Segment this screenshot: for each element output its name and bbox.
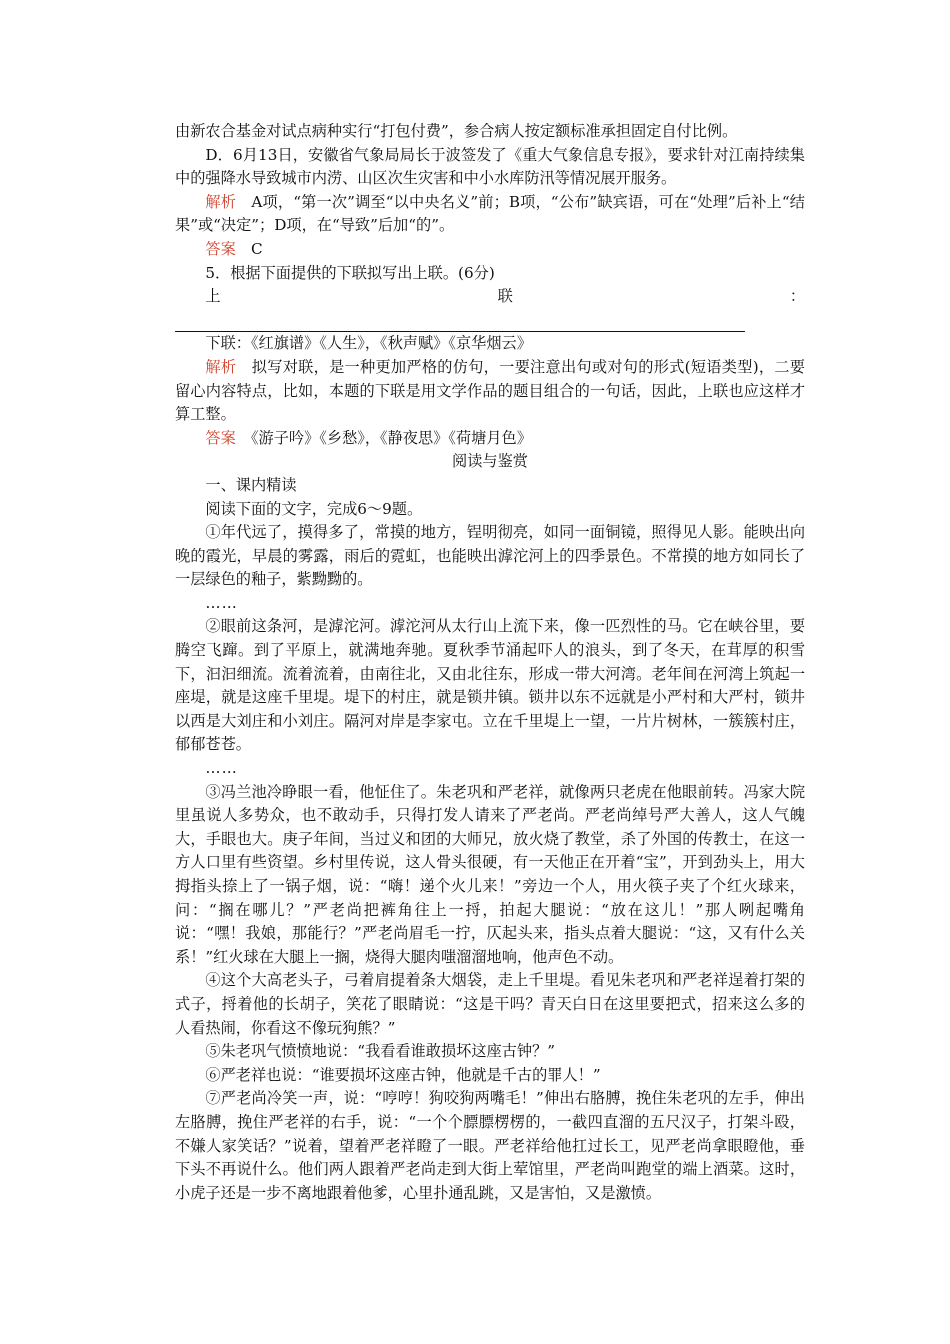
passage-paragraph-2: ②眼前这条河，是滹沱河。滹沱河从太行山上流下来，像一匹烈性的马。它在峡谷里，要腾空飞蹿。到了平原上，就满地奔驰。夏秋季节涌起吓人的浪头，到了冬天，在茸厚的积雪下，汩汩细流。流着流着，由南往北，又由北往东，形成一带大河湾。老年间在河湾上筑起一座堤，就是这座千里堤。堤下的村庄，就是锁井镇。锁井以东不远就是小严村和大严村，锁井以西是大刘庄和小刘庄。隔河对岸是李家屯。立在千里堤上一望，一片片树林，一簇簇村庄，郁郁苍苍。 xyxy=(175,617,805,754)
answer-text: 《游子吟》《乡愁》，《静夜思》《荷塘月色》 xyxy=(235,428,532,447)
passage-paragraph-5: ⑤朱老巩气愤愤地说：“我看看谁敢损坏这座古钟？” xyxy=(205,1042,556,1061)
answer-label: 答案 xyxy=(205,239,236,258)
analysis-label: 解析 xyxy=(205,357,237,376)
passage-paragraph-4: ④这个大高老头子，弓着肩提着条大烟袋，走上千里堤。看见朱老巩和严老祥逞着打架的式子，捋着他的长胡子，笑花了眼睛说：“这是干吗？青天白日在这里要把式，招来这么多的人看热闹，你看这不像玩狗熊？” xyxy=(175,971,805,1037)
answer-label: 答案 xyxy=(205,428,236,447)
passage-ellipsis-1: …… xyxy=(205,593,238,612)
paragraph-option-c-end: 由新农合基金对试点病种实行“打包付费”，参合病人按定额标准承担固定自付比例。 xyxy=(175,122,738,140)
analysis-paragraph-4 xyxy=(175,191,805,238)
answer-text: C xyxy=(235,239,263,258)
paragraph-option-d: D．6月13日，安徽省气象局局长于波签发了《重大气象信息专报》，要求针对江南持续集中的强降水导致城市内涝、山区次生灾害和中小水库防汛等情况展开服务。 xyxy=(175,145,805,188)
analysis-text: 拟写对联，是一种更加严格的仿句，一要注意出句或对句的形式(短语类型)，二要留心内容特点，比如，本题的下联是用文学作品的题目组合的一句话，因此，上联也应这样才算工整。 xyxy=(175,357,805,424)
answer-blank-line xyxy=(175,314,745,332)
analysis-text: A项，“第一次”调至“以中央名义”前；B项，“公布”缺宾语，可在“处理”后补上“结果”或“决定”；D项，在“导致”后加“的”。 xyxy=(175,192,805,235)
passage-paragraph-6: ⑥严老祥也说：“谁要损坏这座古钟，他就是千古的罪人！” xyxy=(205,1065,601,1084)
answer-paragraph-5 xyxy=(175,427,805,451)
reading-instruction: 阅读下面的文字，完成6～9题。 xyxy=(205,499,423,518)
passage-paragraph-1: ①年代远了，摸得多了，常摸的地方，锃明彻亮，如同一面铜镜，照得见人影。能映出向晚的霞光，早晨的雾露，雨后的霓虹，也能映出滹沱河上的四季景色。不常摸的地方如同长了一层绿色的釉子，紫黝黝的。 xyxy=(175,523,805,589)
upper-couplet-label: 上联： xyxy=(205,287,805,306)
question-5: 5．根据下面提供的下联拟写出上联。(6分) xyxy=(205,263,495,282)
section-heading: 阅读与鉴赏 xyxy=(452,452,528,471)
passage-ellipsis-2: …… xyxy=(205,759,238,778)
upper-couplet-line xyxy=(175,285,805,332)
analysis-paragraph-5 xyxy=(175,356,805,427)
passage-paragraph-3: ③冯兰池冷睁眼一看，他怔住了。朱老巩和严老祥，就像两只老虎在他眼前转。冯家大院里虽说人多势众，也不敢动手，只得打发人请来了严老尚。严老尚绰号严大善人，这人气魄大，手眼也大。庚子年间，当过义和团的大师兄，放火烧了教堂，杀了外国的传教士，在这一方人口里有些资望。乡村里传说，这人骨头很硬，有一天他正在开着“宝”，开到劲头上，用大拇指头捺上了一锅子烟，说：“嗨！递个火儿来！”旁边一个人，用火筷子夹了个红火球来，问：“搁在哪儿？”严老尚把裤角往上一捋，拍起大腿说：“放在这儿！”那人咧起嘴角说：“嘿！我娘，那能行？”严老尚眉毛一拧，仄起头来，指头点着大腿说：“这，又有什么关系！”红火球在大腿上一搁，烧得大腿肉嗤溜溜地响，他声色不动。 xyxy=(175,782,805,966)
answer-paragraph-4 xyxy=(175,238,805,262)
document-body xyxy=(175,120,805,1205)
analysis-label: 解析 xyxy=(205,192,237,211)
lower-couplet: 下联：《红旗谱》《人生》，《秋声赋》《京华烟云》 xyxy=(205,334,532,353)
passage-paragraph-7: ⑦严老尚冷笑一声，说：“哼哼！狗咬狗两嘴毛！”伸出右胳膊，挽住朱老巩的左手，伸出左胳膊，挽住严老祥的右手，说：“一个个膘膘楞楞的，一截四直溜的五尺汉子，打架斗殴，不嫌人家笑话？”说着，望着严老祥瞪了一眼。严老祥给他扛过长工，见严老尚拿眼瞪他，垂下头不再说什么。他们两人跟着严老尚走到大街上荤馆里，严老尚叫跑堂的端上酒菜。这时，小虎子还是一步不离地跟着他爹，心里扑通乱跳，又是害怕，又是激愤。 xyxy=(175,1089,805,1202)
subsection-heading: 一、课内精读 xyxy=(205,475,297,494)
